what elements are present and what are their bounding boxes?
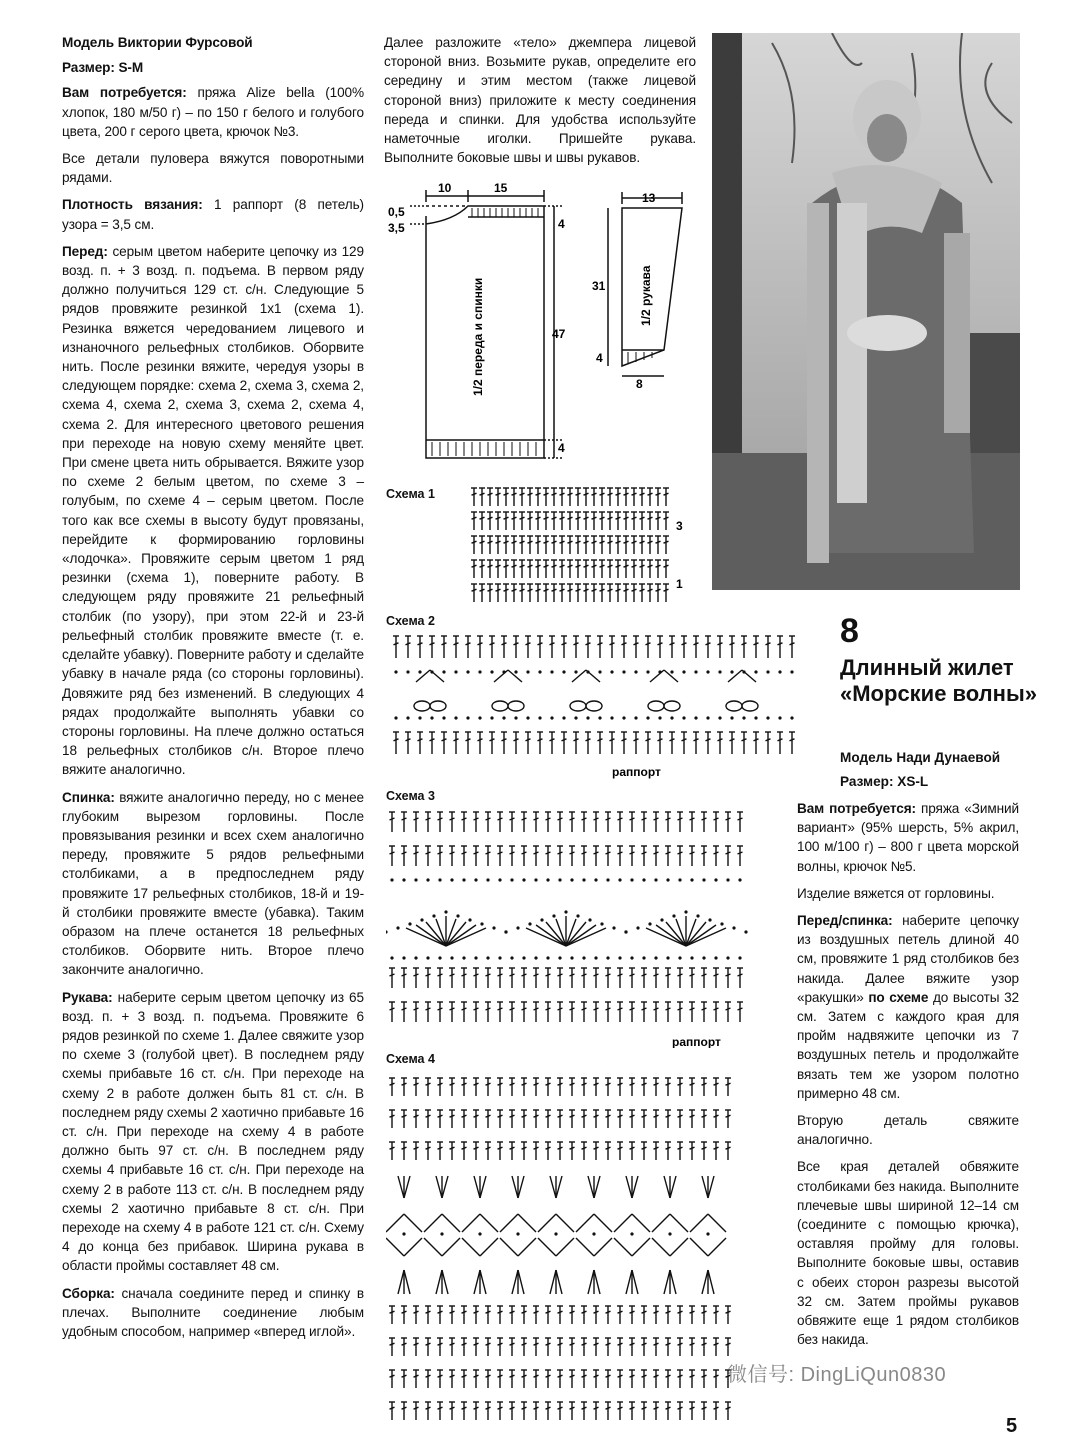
- sleeve-dim-left: 31: [592, 279, 606, 293]
- sleeves-paragraph: Рукава: наберите серым цветом цепочку из 65 возд. п. + 3 возд. п. подъема. Провяжите 6 рядов резинкой по схеме 1. Далее свяжите узор по схеме 3 (голубой цвет). В последнем ряду схемы прибавьте 16 ст. с/н. При переходе на схему 2 в работе должен быть 81 ст. с/н. В последнем ряду схемы 2 хаотично прибавьте 16 ст. с/н. При переходе на схему 4 в работе должно быть 97 ст. с/н. В последнем ряду схемы 4 прибавьте 16 ст. с/н. При переходе на схему 2 в работе 113 ст. с/н. В последнем ряду схемы 2 хаотично прибавьте 8 ст. с/н. При переходе на схему 4 в работе 121 ст. с/н. Схему 4 до конца без прибавок. Ширина рукава в области проймы составляет 48 см.: [62, 989, 364, 1274]
- scheme-1-label: Схема 1: [386, 487, 435, 501]
- size-line: Размер: S-M: [62, 60, 144, 76]
- vest-second-part: Вторую деталь свяжите аналогично.: [797, 1113, 1019, 1148]
- dim-top-b: 15: [494, 181, 508, 195]
- scheme-2-label: Схема 2: [386, 614, 435, 628]
- project-title: Длинный жилет «Морские волны»: [840, 655, 1037, 706]
- vest-from-neck: Изделие вяжется от горловины.: [797, 885, 995, 901]
- front-paragraph: Перед: серым цветом наберите цепочку из 129 возд. п. + 3 возд. п. подъема. В первом ряду должно получиться 129 ст. с/н. Следующие 5 рядов провяжите резинкой 1х1 (схема 1). Резинка вяжется чередованием лицевого и изнаночного рельефных столбиков. Оборвите нить. После резинки вяжите, чередуя узоры в следующем порядке: схема 2, схема 3, схема 2, схема 4, схема 2, схема 3, схема 2, схема 4, схема 2. Для интересного цветового решения при переходе на новую схему меняйте цвет. При смене цвета нить обрывается. Вяжите узор по схеме 2 белым цветом, по схеме 3 – голубым, по схеме 4 – серым цветом. После того как все схемы в высоту будут провязаны, перейдите к формированию горловины «лодочка». Провяжите серым цветом 1 ряд резинки (схема 1), поверните работу. В следующем ряду провяжите 21 рельефный столбик (по узору), при этом 22-й и 23-й рельефный столбик провяжите вместе (т. е. сделайте убавку). Поверните работу и сделайте убавку в начале ряда (со стороны горловины). Довяжите ряд без изменений. В следующих 4 рядах продолжайте выполнять убавки со стороны горловины. На плече должно остаться 18 рельефных столбиков с/н. Второе плечо вяжите аналогично.: [62, 243, 364, 778]
- assembly-continued: Далее разложите «тело» джемпера лицевой стороной вниз. Возьмите рукав, определите его середину и этим местом (также лицевой стороной вниз) приложите к месту соединения переда и спинки. Для удобства используйте наметочные иголки. Пришейте рукава. Выполните боковые швы и швы рукавов.: [384, 35, 696, 166]
- model-photo: [712, 33, 1020, 590]
- right-column: [797, 799, 1019, 1357]
- density-paragraph: Плотность вязания: 1 раппорт (8 петель) узора = 3,5 см.: [62, 197, 364, 232]
- scheme-1-chart: [466, 484, 696, 608]
- project-size: Размер: XS-L: [840, 774, 929, 789]
- middle-text: [384, 33, 696, 175]
- scheme-3-raport: раппорт: [672, 1035, 721, 1048]
- scheme-3-label: Схема 3: [386, 789, 435, 803]
- dim-top-a: 10: [438, 181, 452, 195]
- pattern-diagram: [384, 176, 704, 476]
- materials-paragraph: Вам потребуется: пряжа Alize bella (100% хлопок, 180 м/50 г) – по 150 г белого и голубого цвета, 200 г серого цвета, крючок №3.: [62, 85, 364, 139]
- project-number: 8: [840, 612, 859, 650]
- page-number: 5: [1006, 1415, 1018, 1437]
- vest-materials: Вам потребуется: пряжа «Зимний вариант» (95% шерсть, 5% акрил, 100 м/100 г) – 800 г цвета морской волны, крючок №5.: [797, 801, 1019, 874]
- sleeve-dim-left-bottom: 4: [596, 351, 603, 365]
- sleeve-dim-top: 13: [642, 191, 656, 205]
- assembly-paragraph: Сборка: сначала соедините перед и спинку в плечах. Выполните соединение любым удобным способом, например «вперед иглой».: [62, 1285, 364, 1339]
- back-paragraph: Спинка: вяжите аналогично переду, но с менее глубоким вырезом горловины. После провязывания резинки и всех схем аналогично переду, провяжите 5 рядов рельефными столбиками, а в предпоследнем ряду провяжите 17 рельефных столбиков, 18-й и 19-й столбики провяжите вместе (убавка). Таким образом на плече останется 18 рельефных столбиков. Оборвите нить. Второе плечо закончите аналогично.: [62, 789, 364, 978]
- wechat-watermark: 微信号: DingLiQun0830: [727, 1364, 947, 1386]
- dim-left-b: 3,5: [388, 221, 405, 235]
- dim-right-bottom: 4: [558, 441, 565, 455]
- dim-right-top: 4: [558, 217, 565, 231]
- dim-right-mid: 47: [552, 327, 566, 341]
- left-column: [62, 33, 364, 1349]
- vest-front-back: Перед/спинка: наберите цепочку из воздушных петель длиной 40 см, провяжите 1 ряд столбиков без накида. Далее вяжите узор «ракушки» по схеме до высоты 32 см. Затем с каждого края для пройм надвяжите цепочки из 7 воздушных петель и продолжайте вязать тем же узором полотно примерно 48 см.: [797, 913, 1020, 1101]
- body-piece-label: 1/2 переда и спинки: [471, 277, 485, 396]
- scheme-1-row-3: 3: [676, 519, 683, 533]
- scheme-2-chart: [390, 632, 810, 782]
- rows-note: Все детали пуловера вяжутся поворотными рядами.: [62, 151, 364, 186]
- scheme-4-label: Схема 4: [386, 1052, 435, 1066]
- scheme-4-chart: [386, 1074, 746, 1434]
- sleeve-piece-label: 1/2 рукава: [639, 265, 653, 326]
- scheme-2-raport: раппорт: [612, 765, 661, 779]
- sleeve-dim-bottom: 8: [636, 377, 643, 391]
- dim-left-a: 0,5: [388, 205, 405, 219]
- model-author: Модель Виктории Фурсовой: [62, 35, 253, 50]
- scheme-3-chart: [386, 808, 766, 1048]
- scheme-1-row-1: 1: [676, 577, 683, 591]
- project-author: Модель Нади Дунаевой: [840, 750, 1001, 765]
- vest-edges: Все края деталей обвяжите столбиками без накида. Выполните плечевые швы шириной 12–14 см (соедините с помощью крючка), оставляя пройму для головы. Выполните боковые швы, оставив с обеих сторон разрезы высотой 32 см. Затем проймы рукавов обвяжите еще 1 рядом столбиков без накида.: [797, 1159, 1019, 1348]
